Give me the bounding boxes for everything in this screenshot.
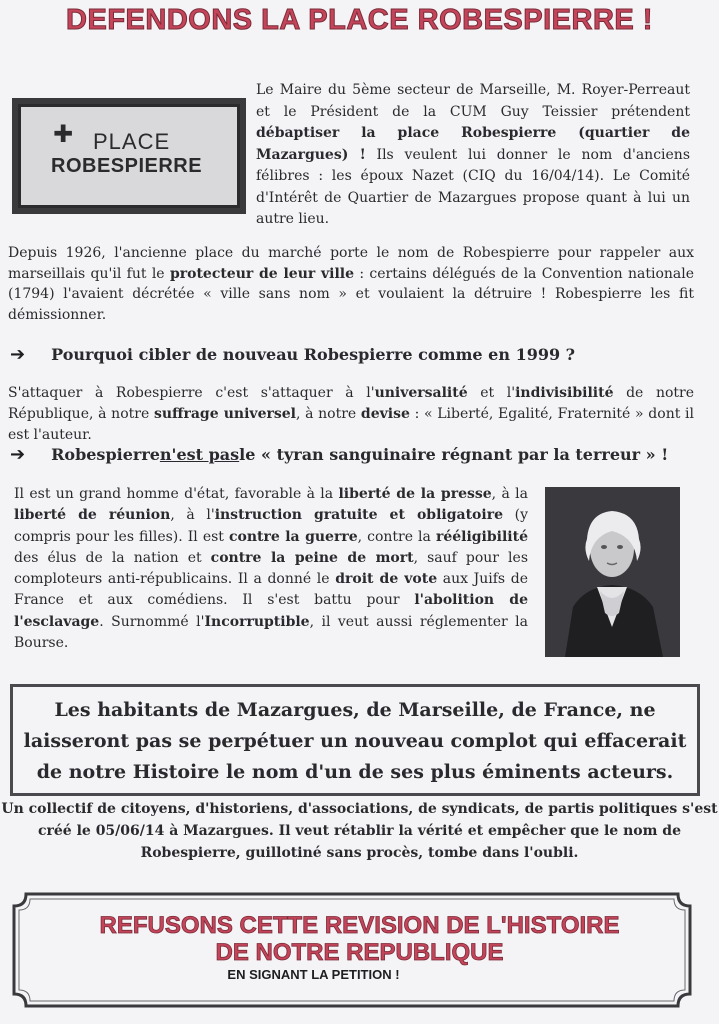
text-run: et l' — [467, 385, 516, 401]
bold-run: Incorruptible — [204, 613, 310, 630]
collective-paragraph: Un collectif de citoyens, d'historiens, d'associations, de syndicats, de partis politiques s'est créé le 05/06/14 à Mazargues. Il veut rétablir la vérité et empêcher que le nom de Robespierre, guillotiné sans procès, tombe dans l'oubli. — [1, 801, 718, 861]
bold-run: instruction gratuite et obligatoire — [214, 507, 504, 524]
text-run: , sauf pour les comploteurs anti-républicains. Il a donné le — [14, 549, 529, 588]
bold-run: suffrage universel — [153, 406, 296, 422]
callout-box: Les habitants de Mazargues, de Marseille, de France, ne laisseront pas se perpétuer un nouveau complot qui effacerait de notre Histoire le nom d'un de ses plus éminents acteurs. — [10, 684, 700, 796]
banner-line-2: DE NOTRE REPUBLIQUE — [215, 939, 504, 966]
text-run: de notre République, à notre — [8, 385, 695, 422]
street-sign-image — [12, 98, 246, 214]
bold-run: droit de vote — [335, 571, 438, 588]
bold-run: contre la guerre — [228, 528, 358, 545]
text-run: . Surnommé l' — [99, 613, 205, 630]
text-run: (y compris pour les filles). Il est — [14, 507, 528, 545]
cross-icon: ✚ — [53, 120, 74, 148]
sign-line-1: PLACE — [93, 129, 171, 154]
robespierre-portrait — [545, 487, 680, 657]
arrow-icon: ➔ — [10, 444, 26, 465]
question-1 — [10, 344, 575, 365]
arrow-icon: ➔ — [10, 344, 26, 365]
bold-run: indivisibilité — [515, 385, 614, 401]
bold-run: rééligibilité — [435, 528, 528, 545]
page-title: DEFENDONS LA PLACE ROBESPIERRE ! — [66, 4, 653, 36]
text-run: Il est un grand homme d'état, favorable à la — [14, 486, 339, 502]
banner-title — [0, 912, 719, 966]
biography-paragraph — [14, 484, 528, 654]
text-run: : « Liberté, Egalité, Fraternité » dont il est l'auteur. — [8, 406, 694, 443]
history-paragraph — [8, 243, 694, 325]
question-1-text: Pourquoi cibler de nouveau Robespierre comme en 1999 ? — [51, 345, 576, 364]
text-run: , à notre — [295, 406, 361, 422]
text-run: , à la — [491, 486, 528, 502]
petition-call: EN SIGNANT LA PETITION ! — [227, 967, 400, 982]
republic-paragraph — [8, 383, 694, 446]
bold-run: débaptiser la place Robespierre (quartier de Mazargues) ! — [256, 125, 690, 163]
text-run: , contre la — [357, 528, 436, 545]
text-run: des élus de la nation et — [14, 549, 211, 566]
text-run: , il veut aussi réglementer la Bourse. — [14, 613, 528, 652]
text-run: Depuis 1926, l'ancienne place du marché porte le nom de Robespierre pour rappeler aux marseillais qu'il fut le — [8, 245, 694, 282]
banner-line-1: REFUSONS CETTE REVISION DE L'HISTOIRE — [99, 912, 620, 939]
bold-run: universalité — [374, 385, 468, 401]
text-run: S'attaquer à Robespierre c'est s'attaquer à l' — [8, 385, 375, 401]
bold-run: liberté de la presse — [338, 486, 492, 502]
bold-run: contre la peine de mort — [210, 549, 414, 566]
text-run: aux Juifs de France et aux comédiens. Il s'est battu pour — [14, 571, 528, 609]
text-run: Le Maire du 5ème secteur de Marseille, M. Royer-Perreaut et le Président de la CUM Guy Teissier prétendent — [256, 82, 690, 120]
question-2-post: le « tyran sanguinaire régnant par la terreur » ! — [239, 445, 669, 464]
question-2 — [10, 444, 668, 465]
intro-paragraph — [256, 80, 690, 231]
bold-run: liberté de réunion — [14, 507, 171, 524]
text-run: : certains délégués de la Convention nationale (1794) l'avaient décrétée « ville sans nom » et voulaient la détruire ! Robespierre les fit démissionner. — [8, 265, 694, 323]
bold-run: devise — [360, 406, 410, 422]
text-run: Ils veulent lui donner le nom d'anciens félibres : les époux Nazet (CIQ du 16/04/14). Le Comité d'Intérêt de Quartier de Mazargues propose quant à lui un autre lieu. — [256, 146, 691, 227]
bold-run: l'abolition de l'esclavage — [14, 592, 529, 630]
text-run: , à l' — [170, 507, 215, 524]
sign-line-2: ROBESPIERRE — [51, 155, 203, 177]
question-2-underlined: n'est pas — [159, 445, 240, 464]
bold-run: protecteur de leur ville — [169, 265, 355, 282]
question-2-pre: Robespierre — [51, 445, 160, 464]
